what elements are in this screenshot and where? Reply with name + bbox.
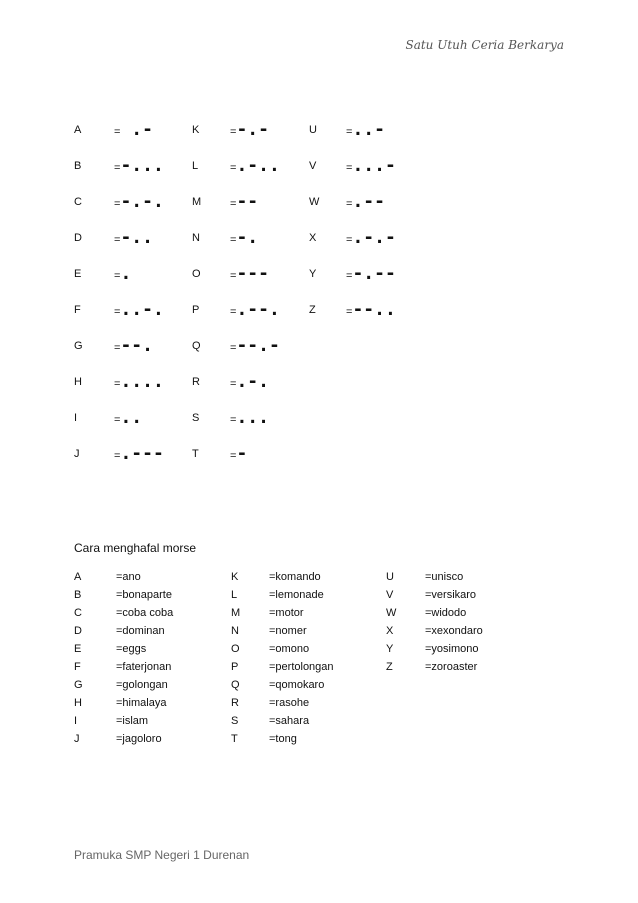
morse-code xyxy=(230,298,280,322)
memorize-letter: F xyxy=(74,661,81,673)
morse-code xyxy=(230,226,258,250)
memorize-letter: I xyxy=(74,715,78,727)
morse-letter: L xyxy=(192,160,199,172)
morse-letter: T xyxy=(192,448,199,460)
morse-letter: X xyxy=(309,232,317,244)
morse-code xyxy=(346,226,396,250)
memorize-row xyxy=(74,640,514,658)
morse-letter: B xyxy=(74,160,82,172)
morse-symbols: ... xyxy=(236,407,269,428)
memorize-letter: G xyxy=(74,679,83,691)
morse-symbols: -.-. xyxy=(120,191,164,212)
morse-letter: Z xyxy=(309,304,316,316)
equals-sign: = xyxy=(346,306,353,318)
memorize-word: =sahara xyxy=(269,715,310,727)
equals-sign: = xyxy=(230,162,237,174)
memorize-word: =eggs xyxy=(116,643,147,655)
morse-code xyxy=(346,190,385,214)
memorize-row xyxy=(74,658,514,676)
morse-code xyxy=(114,298,164,322)
morse-symbols: --.- xyxy=(236,335,280,356)
equals-sign: = xyxy=(114,450,121,462)
morse-letter: N xyxy=(192,232,200,244)
memorize-section-title: Cara menghafal morse xyxy=(74,541,197,555)
morse-letter: S xyxy=(192,412,200,424)
morse-symbols: -.-- xyxy=(352,263,396,284)
morse-code-table xyxy=(74,118,434,478)
morse-row xyxy=(74,442,434,478)
memorize-word: =bonaparte xyxy=(116,589,172,601)
memorize-letter: Q xyxy=(231,679,240,691)
memorize-row xyxy=(74,694,514,712)
equals-sign: = xyxy=(230,378,237,390)
memorize-letter: P xyxy=(231,661,239,673)
morse-symbols: .-.- xyxy=(352,227,396,248)
equals-sign: = xyxy=(230,126,237,138)
equals-sign: = xyxy=(230,306,237,318)
morse-letter: V xyxy=(309,160,317,172)
memorize-letter: N xyxy=(231,625,239,637)
morse-symbols: .-.. xyxy=(236,155,280,176)
memorize-word: =faterjonan xyxy=(116,661,172,673)
memorize-letter: C xyxy=(74,607,82,619)
morse-code xyxy=(346,118,385,142)
morse-letter: M xyxy=(192,196,202,208)
equals-sign: = xyxy=(230,234,237,246)
memorize-letter: X xyxy=(386,625,394,637)
memorize-letter: H xyxy=(74,697,82,709)
memorize-letter: E xyxy=(74,643,82,655)
memorize-word: =xexondaro xyxy=(425,625,483,637)
morse-letter: J xyxy=(74,448,80,460)
morse-symbols: --. xyxy=(120,335,153,356)
equals-sign: = xyxy=(230,450,237,462)
memorize-row xyxy=(74,622,514,640)
morse-code xyxy=(230,406,269,430)
memorize-word: =jagoloro xyxy=(116,733,162,745)
morse-code xyxy=(230,262,269,286)
memorize-word: =himalaya xyxy=(116,697,167,709)
memorize-letter: Z xyxy=(386,661,393,673)
morse-symbols: ...- xyxy=(352,155,396,176)
memorize-row xyxy=(74,604,514,622)
memorize-word: =komando xyxy=(269,571,321,583)
morse-code xyxy=(230,154,280,178)
morse-letter: K xyxy=(192,124,200,136)
memorize-letter: W xyxy=(386,607,397,619)
memorize-word: =ano xyxy=(116,571,141,583)
morse-letter: C xyxy=(74,196,82,208)
equals-sign: = xyxy=(114,414,121,426)
morse-letter: Y xyxy=(309,268,317,280)
morse-symbols: -... xyxy=(120,155,164,176)
memorize-letter: B xyxy=(74,589,82,601)
memorize-letter: D xyxy=(74,625,82,637)
equals-sign: = xyxy=(346,270,353,282)
morse-symbols: .... xyxy=(120,371,164,392)
memorize-letter: J xyxy=(74,733,80,745)
morse-letter: E xyxy=(74,268,82,280)
morse-code xyxy=(114,154,164,178)
memorize-word: =rasohe xyxy=(269,697,310,709)
morse-symbols: .--. xyxy=(236,299,280,320)
memorize-word: =motor xyxy=(269,607,304,619)
equals-sign: = xyxy=(230,414,237,426)
memorize-row xyxy=(74,676,514,694)
morse-letter: R xyxy=(192,376,200,388)
equals-sign: = xyxy=(114,306,121,318)
morse-letter: G xyxy=(74,340,83,352)
morse-row xyxy=(74,334,434,370)
morse-symbols: -. xyxy=(236,227,259,248)
morse-symbols: --.. xyxy=(352,299,396,320)
equals-sign: = xyxy=(346,126,353,138)
equals-sign: = xyxy=(114,378,121,390)
equals-sign: = xyxy=(114,162,121,174)
equals-sign: = xyxy=(346,234,353,246)
memorize-word: =zoroaster xyxy=(425,661,478,673)
morse-letter: Q xyxy=(192,340,201,352)
morse-letter: U xyxy=(309,124,317,136)
memorize-word: =pertolongan xyxy=(269,661,334,673)
equals-sign: = xyxy=(230,342,237,354)
morse-code xyxy=(346,154,396,178)
morse-row xyxy=(74,262,434,298)
morse-row xyxy=(74,370,434,406)
morse-code xyxy=(114,118,153,142)
morse-letter: P xyxy=(192,304,200,316)
morse-symbols: .-- xyxy=(352,191,385,212)
memorize-word: =lemonade xyxy=(269,589,324,601)
morse-symbols: ..- xyxy=(352,119,385,140)
memorize-letter: R xyxy=(231,697,239,709)
memorize-letter: Y xyxy=(386,643,394,655)
memorize-letter: A xyxy=(74,571,82,583)
morse-row xyxy=(74,226,434,262)
equals-sign: = xyxy=(114,198,121,210)
morse-letter: A xyxy=(74,124,82,136)
memorize-word: =widodo xyxy=(425,607,467,619)
morse-symbols: .--- xyxy=(120,443,164,464)
morse-code xyxy=(230,370,269,394)
morse-symbols: .- xyxy=(120,119,153,140)
morse-code xyxy=(114,406,142,430)
memorize-word: =qomokaro xyxy=(269,679,325,691)
morse-row xyxy=(74,190,434,226)
page-header-motto: Satu Utuh Ceria Berkarya xyxy=(405,38,564,52)
morse-letter: F xyxy=(74,304,81,316)
memorize-letter: U xyxy=(386,571,394,583)
equals-sign: = xyxy=(114,342,121,354)
memorize-row xyxy=(74,730,514,748)
equals-sign: = xyxy=(346,198,353,210)
morse-row xyxy=(74,406,434,442)
memorize-letter: K xyxy=(231,571,239,583)
memorize-word: =golongan xyxy=(116,679,168,691)
equals-sign: = xyxy=(230,198,237,210)
morse-code xyxy=(230,334,280,358)
morse-code xyxy=(346,298,396,322)
morse-symbols: . xyxy=(120,263,132,284)
morse-symbols: .. xyxy=(120,407,143,428)
page-footer: Pramuka SMP Negeri 1 Durenan xyxy=(74,848,250,862)
memorize-word: =dominan xyxy=(116,625,165,637)
morse-code xyxy=(346,262,396,286)
memorize-letter: M xyxy=(231,607,241,619)
morse-symbols: -.- xyxy=(236,119,269,140)
memorize-table xyxy=(74,568,514,748)
morse-symbols: --- xyxy=(236,263,269,284)
memorize-row xyxy=(74,568,514,586)
equals-sign: = xyxy=(346,162,353,174)
memorize-letter: O xyxy=(231,643,240,655)
morse-letter: O xyxy=(192,268,201,280)
morse-symbols: -.. xyxy=(120,227,153,248)
morse-letter: W xyxy=(309,196,320,208)
memorize-letter: L xyxy=(231,589,238,601)
memorize-word: =yosimono xyxy=(425,643,479,655)
morse-code xyxy=(114,370,164,394)
equals-sign: = xyxy=(114,270,121,282)
memorize-letter: T xyxy=(231,733,238,745)
morse-symbols: .-. xyxy=(236,371,269,392)
morse-symbols: ..-. xyxy=(120,299,164,320)
memorize-word: =versikaro xyxy=(425,589,477,601)
morse-symbols: -- xyxy=(236,191,259,212)
memorize-word: =omono xyxy=(269,643,310,655)
morse-code xyxy=(114,226,153,250)
memorize-word: =islam xyxy=(116,715,149,727)
memorize-row xyxy=(74,586,514,604)
morse-code xyxy=(230,442,247,466)
morse-row xyxy=(74,154,434,190)
morse-code xyxy=(230,190,258,214)
morse-row xyxy=(74,118,434,154)
morse-code xyxy=(114,190,164,214)
morse-code xyxy=(114,442,164,466)
morse-code xyxy=(230,118,269,142)
morse-code xyxy=(114,262,131,286)
morse-letter: I xyxy=(74,412,78,424)
memorize-letter: S xyxy=(231,715,239,727)
memorize-letter: V xyxy=(386,589,394,601)
morse-letter: H xyxy=(74,376,82,388)
equals-sign: = xyxy=(114,234,121,246)
memorize-word: =unisco xyxy=(425,571,464,583)
equals-sign: = xyxy=(230,270,237,282)
equals-sign: = xyxy=(114,126,121,138)
morse-row xyxy=(74,298,434,334)
memorize-word: =coba coba xyxy=(116,607,174,619)
memorize-row xyxy=(74,712,514,730)
memorize-word: =nomer xyxy=(269,625,307,637)
morse-symbols: - xyxy=(236,443,248,464)
morse-letter: D xyxy=(74,232,82,244)
memorize-word: =tong xyxy=(269,733,297,745)
morse-code xyxy=(114,334,153,358)
